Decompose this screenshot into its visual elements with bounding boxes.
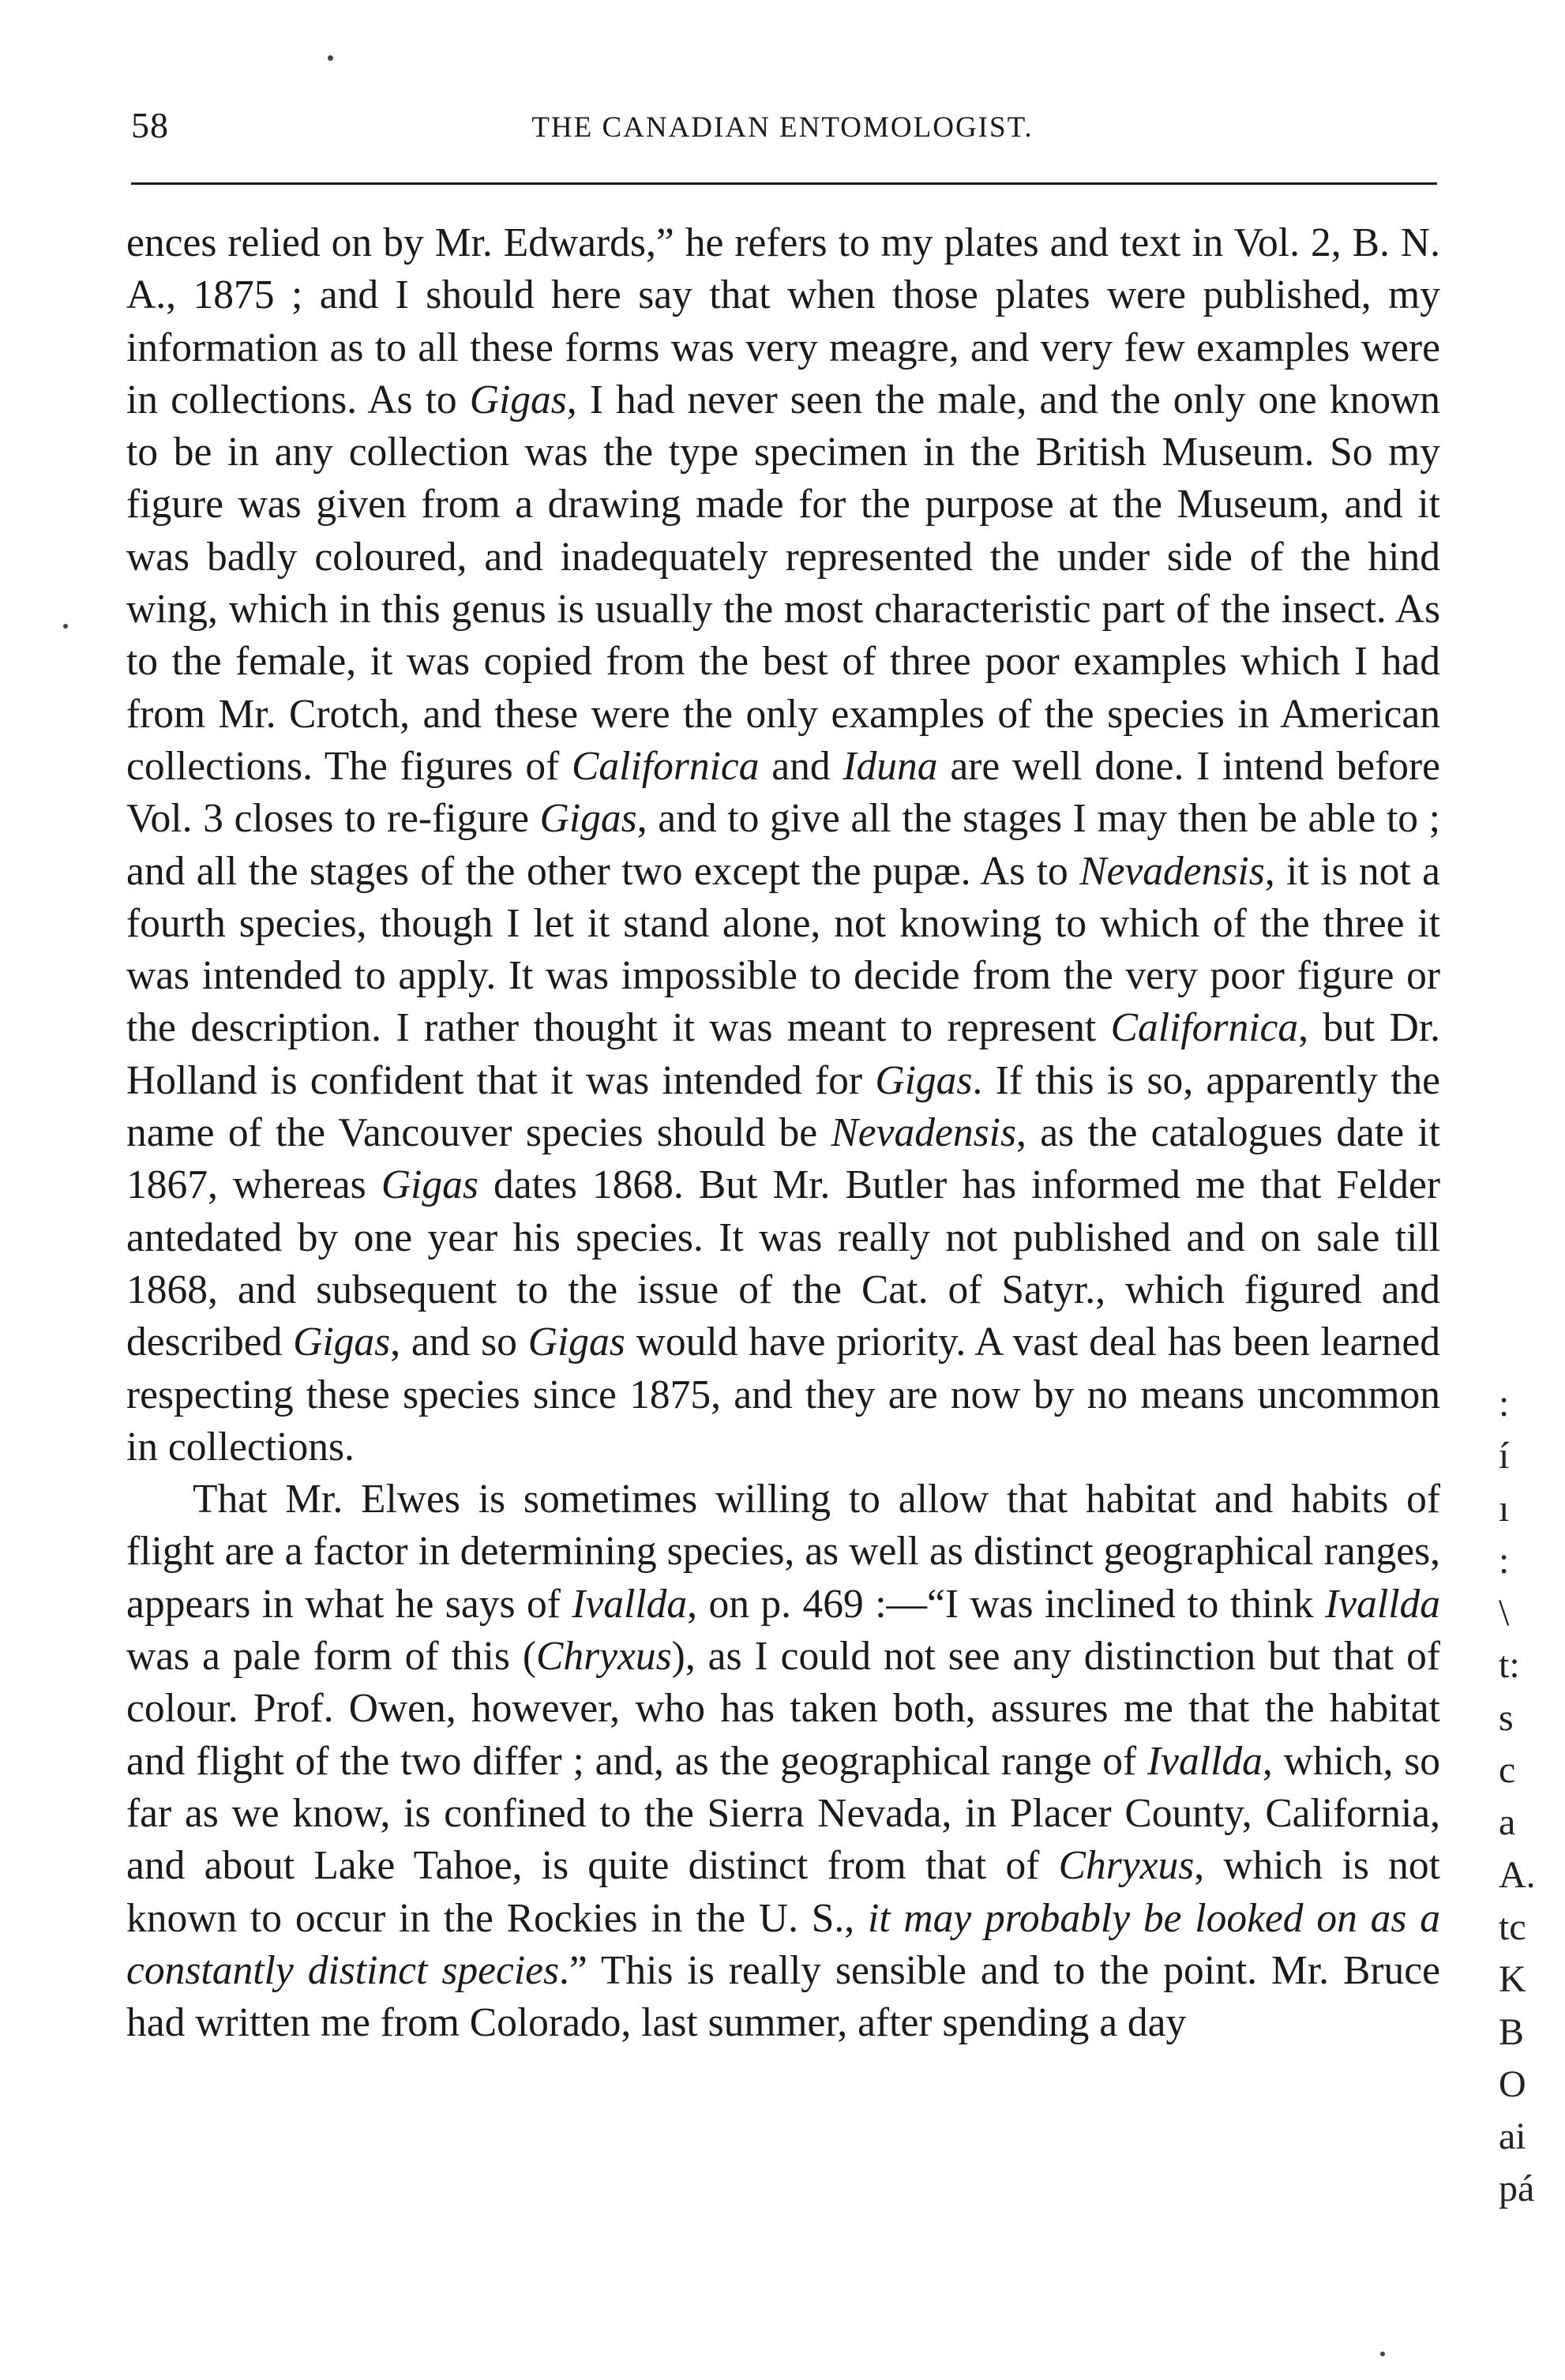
- text-run: , which, so far as we know, is confined to the Sierra Nevada, in Placer County, California, and about Lake Tahoe, is quite distinct from that of: [126, 1738, 1441, 1889]
- italic-run: Gigas: [381, 1162, 479, 1208]
- text-run: , and to give all the stages I may then be able to ; and all the stages of the other two except the pupæ. As to: [126, 796, 1440, 894]
- italic-run: Nevadensis: [1079, 848, 1265, 894]
- margin-fragment: ı: [1499, 1487, 1510, 1530]
- text-run: dates 1868. But Mr. Butler has informed me that Felder antedated by one year his species. It was really not published and on sale till 1868, and subsequent to the issue of the Cat. of Satyr., which figured and described: [126, 1162, 1440, 1365]
- italic-run: Gigas: [293, 1320, 391, 1365]
- italic-run: Chryxus: [1058, 1843, 1195, 1889]
- text-run: would have priority. A vast deal has been learned respecting these species since 1875, and they are now by no means uncommon in collections.: [126, 1320, 1440, 1470]
- paragraph: [126, 217, 1440, 1473]
- text-run: are well done. I intend before Vol. 3 closes to re-figure: [126, 743, 1440, 842]
- text-run: , it is not a fourth species, though I let it stand alone, not knowing to which of the three it was intended to apply. It was impossible to decide from the very poor figure or the description. I rather thought it was meant to represent: [126, 848, 1440, 1051]
- margin-fragment: c: [1499, 1749, 1516, 1792]
- margin-fragment: \: [1499, 1592, 1510, 1635]
- header-rule: [131, 182, 1437, 185]
- margin-fragment: pá: [1499, 2168, 1535, 2210]
- text-run: , as the catalogues date it 1867, whereas: [126, 1110, 1440, 1208]
- margin-fragment: K: [1499, 1958, 1526, 2001]
- ink-speck: [63, 624, 68, 629]
- italic-run: Gigas: [469, 377, 567, 422]
- italic-run: Ivallda: [1147, 1738, 1263, 1784]
- margin-fragment: A.: [1499, 1853, 1536, 1896]
- italic-run: Ivallda: [572, 1581, 688, 1627]
- italic-run: Gigas: [527, 1320, 625, 1365]
- margin-fragment: t:: [1499, 1644, 1520, 1687]
- adjacent-page-margin: [1499, 1378, 1554, 2216]
- margin-fragment: ai: [1499, 2115, 1526, 2158]
- margin-fragment: B: [1499, 2010, 1525, 2053]
- italic-run: Gigas: [875, 1057, 973, 1103]
- body-text: [126, 217, 1440, 2049]
- text-run: , but Dr. Holland is confident that it was intended for: [126, 1005, 1441, 1103]
- text-run: ), as I could not see any distinction but that of colour. Prof. Owen, however, who has taken both, assures me that the habitat and flight of the two differ ; and, as the geographical range of: [126, 1634, 1440, 1784]
- italic-run: Gigas: [539, 796, 637, 842]
- margin-fragment: :: [1499, 1539, 1510, 1582]
- text-run: , on p. 469 :—“I was inclined to think: [687, 1581, 1326, 1627]
- italic-run: Nevadensis: [831, 1110, 1017, 1156]
- italic-run: Californica: [1110, 1005, 1299, 1051]
- text-run: was a pale form of this (: [126, 1634, 537, 1680]
- italic-run: Ivallda: [1325, 1581, 1440, 1627]
- margin-fragment: O: [1499, 2063, 1526, 2105]
- text-run: ences relied on by Mr. Edwards,” he refers to my plates and text in Vol. 2, B. N. A., 1875 ; and I should here say that when those plates were published, my information as to all these forms was very meagre, and very few examples were in collections. As to: [126, 220, 1440, 422]
- paragraph: [126, 1473, 1440, 2049]
- page-number: 58: [131, 105, 169, 145]
- ink-speck: [328, 55, 333, 61]
- text-run: , I had never seen the male, and the only one known to be in any collection was the type specimen in the British Museum. So my figure was given from a drawing made for the purpose at the Museum, and it was badly coloured, and inadequately represented the under side of the hind wing, which in this genus is usually the most characteristic part of the insect. As to the female, it was copied from the best of three poor examples which I had from Mr. Crotch, and these were the only examples of the species in American collections. The figures of: [126, 377, 1441, 789]
- margin-fragment: a: [1499, 1801, 1516, 1844]
- text-run: .” This is really sensible and to the point. Mr. Bruce had written me from Colorado, last summer, after spending a day: [126, 1947, 1440, 2046]
- margin-fragment: tc: [1499, 1905, 1526, 1948]
- italic-run: Chryxus: [536, 1634, 672, 1680]
- ink-speck: [1380, 2352, 1385, 2356]
- text-run: . If this is so, apparently the name of the Vancouver species should be: [126, 1057, 1441, 1156]
- text-run: That Mr. Elwes is sometimes willing to allow that habitat and habits of flight are a factor in determining species, as well as distinct geographical ranges, appears in what he says of: [126, 1477, 1440, 1627]
- margin-fragment: :: [1499, 1383, 1510, 1425]
- margin-fragment: í: [1499, 1435, 1510, 1477]
- italic-run: Californica: [572, 743, 760, 789]
- italic-run: it may probably be looked on as a constantly distinct species: [126, 1895, 1440, 1993]
- running-head: THE CANADIAN ENTOMOLOGIST.: [531, 111, 1034, 144]
- text-run: and: [759, 743, 843, 789]
- italic-run: Iduna: [843, 743, 938, 789]
- margin-fragment: s: [1499, 1696, 1514, 1739]
- text-run: , which is not known to occur in the Rockies in the U. S.,: [126, 1843, 1440, 1941]
- text-run: , and so: [390, 1320, 528, 1365]
